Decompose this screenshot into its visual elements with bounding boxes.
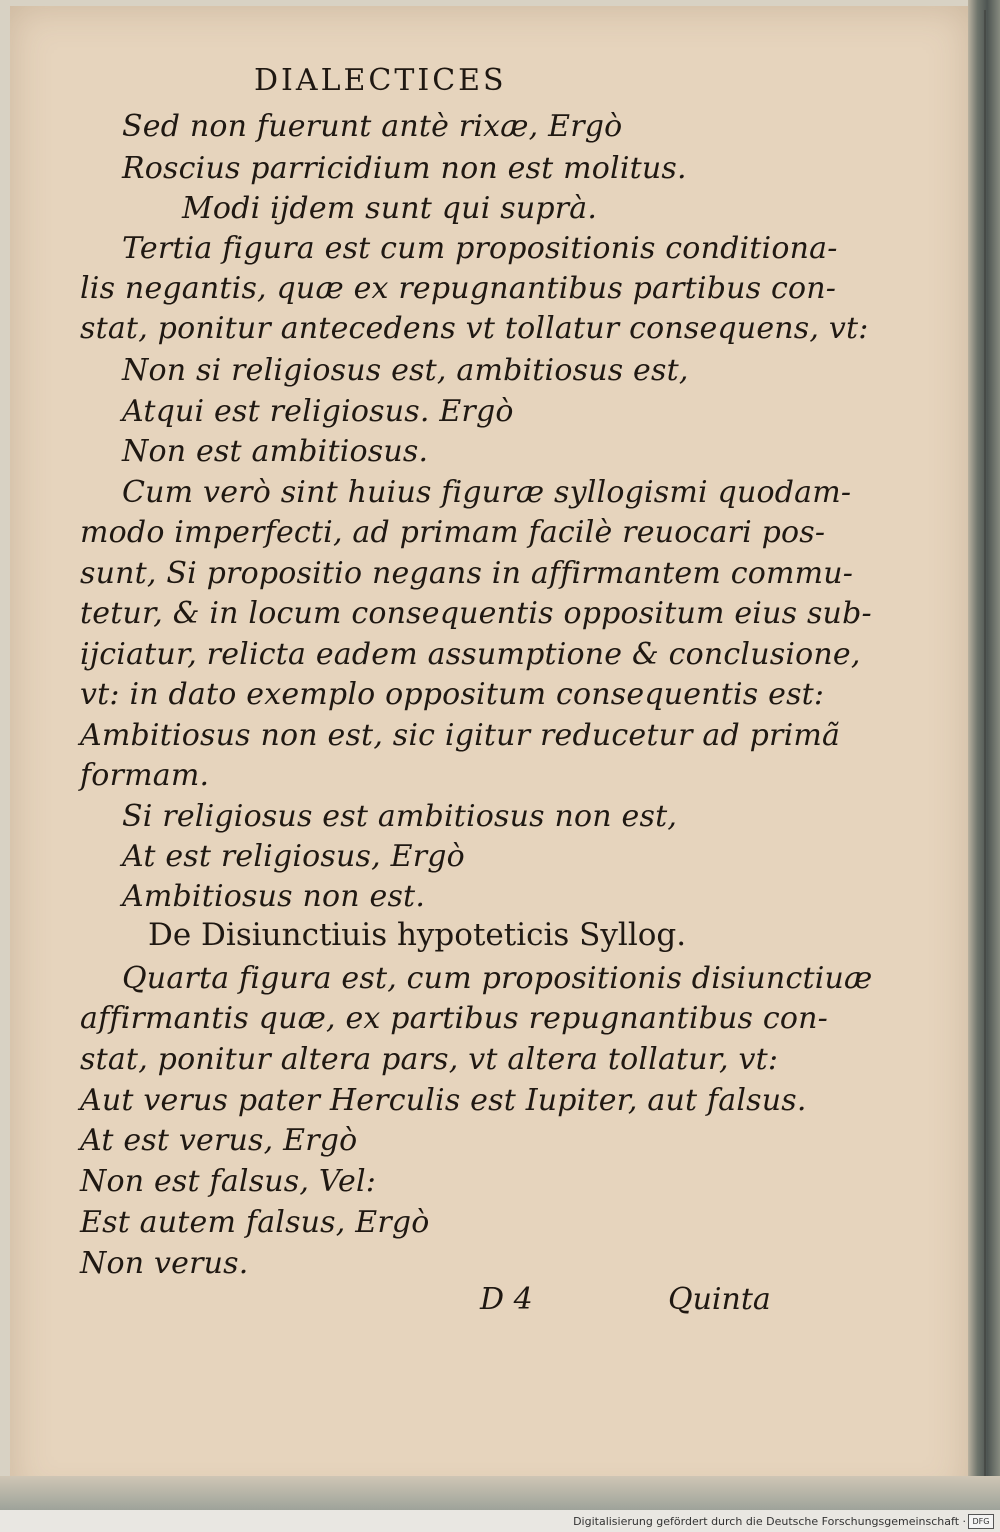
text-line: Atqui est religiosus. Ergò	[122, 394, 514, 429]
text-line: Ambitiosus non est.	[122, 879, 426, 914]
text-line: Si religiosus est ambitiosus non est,	[122, 799, 678, 834]
text-line: Roscius parricidium non est molitus.	[122, 151, 687, 186]
text-line: Ambitiosus non est, sic igitur reducetur ad primã	[80, 718, 841, 753]
text-line: formam.	[80, 758, 210, 793]
text-line: Modi ijdem sunt qui suprà.	[182, 191, 598, 226]
text-line: Non est falsus, Vel:	[80, 1164, 377, 1199]
running-head: DIALECTICES	[254, 63, 507, 98]
text-line: Est autem falsus, Ergò	[80, 1205, 430, 1240]
text-line: At est religiosus, Ergò	[122, 839, 465, 874]
text-line: stat, ponitur antecedens vt tollatur consequens, vt:	[80, 311, 869, 346]
text-line: vt: in dato exemplo oppositum consequentis est:	[80, 677, 825, 712]
text-line: Cum verò sint huius figuræ syllogismi quodam-	[122, 475, 852, 510]
text-line: Non verus.	[80, 1246, 249, 1281]
text-line: Non si religiosus est, ambitiosus est,	[122, 353, 689, 388]
text-line: affirmantis quæ, ex partibus repugnantibus con-	[80, 1001, 828, 1036]
page-bottom-edge	[0, 1476, 1000, 1510]
text-line: Sed non fuerunt antè rixæ, Ergò	[122, 109, 623, 144]
catchword: Quinta	[668, 1282, 771, 1317]
text-line: tetur, & in locum consequentis oppositum eius sub-	[80, 596, 872, 631]
text-line: lis negantis, quæ ex repugnantibus partibus con-	[80, 271, 837, 306]
text-line: Non est ambitiosus.	[122, 434, 429, 469]
text-line: Quarta figura est, cum propositionis disiunctiuæ	[122, 961, 873, 996]
text-line: ijciatur, relicta eadem assumptione & conclusione,	[80, 637, 861, 672]
text-line: modo imperfecti, ad primam facilè reuocari pos-	[80, 515, 826, 550]
section-heading: De Disiunctiuis hypoteticis Syllog.	[148, 917, 687, 953]
text-line: sunt, Si propositio negans in affirmantem commu-	[80, 556, 854, 591]
edge-shadow-line	[984, 10, 986, 1500]
funding-credit: Digitalisierung gefördert durch die Deutsche Forschungsgemeinschaft ·	[573, 1515, 966, 1528]
footer-bar	[0, 1510, 1000, 1532]
signature-mark: D 4	[480, 1282, 533, 1317]
text-line: stat, ponitur altera pars, vt altera tollatur, vt:	[80, 1042, 779, 1077]
dfg-logo-icon: DFG	[968, 1514, 994, 1529]
text-line: Tertia figura est cum propositionis conditiona-	[122, 231, 838, 266]
text-line: Aut verus pater Herculis est Iupiter, aut falsus.	[80, 1083, 807, 1118]
text-line: At est verus, Ergò	[80, 1123, 358, 1158]
